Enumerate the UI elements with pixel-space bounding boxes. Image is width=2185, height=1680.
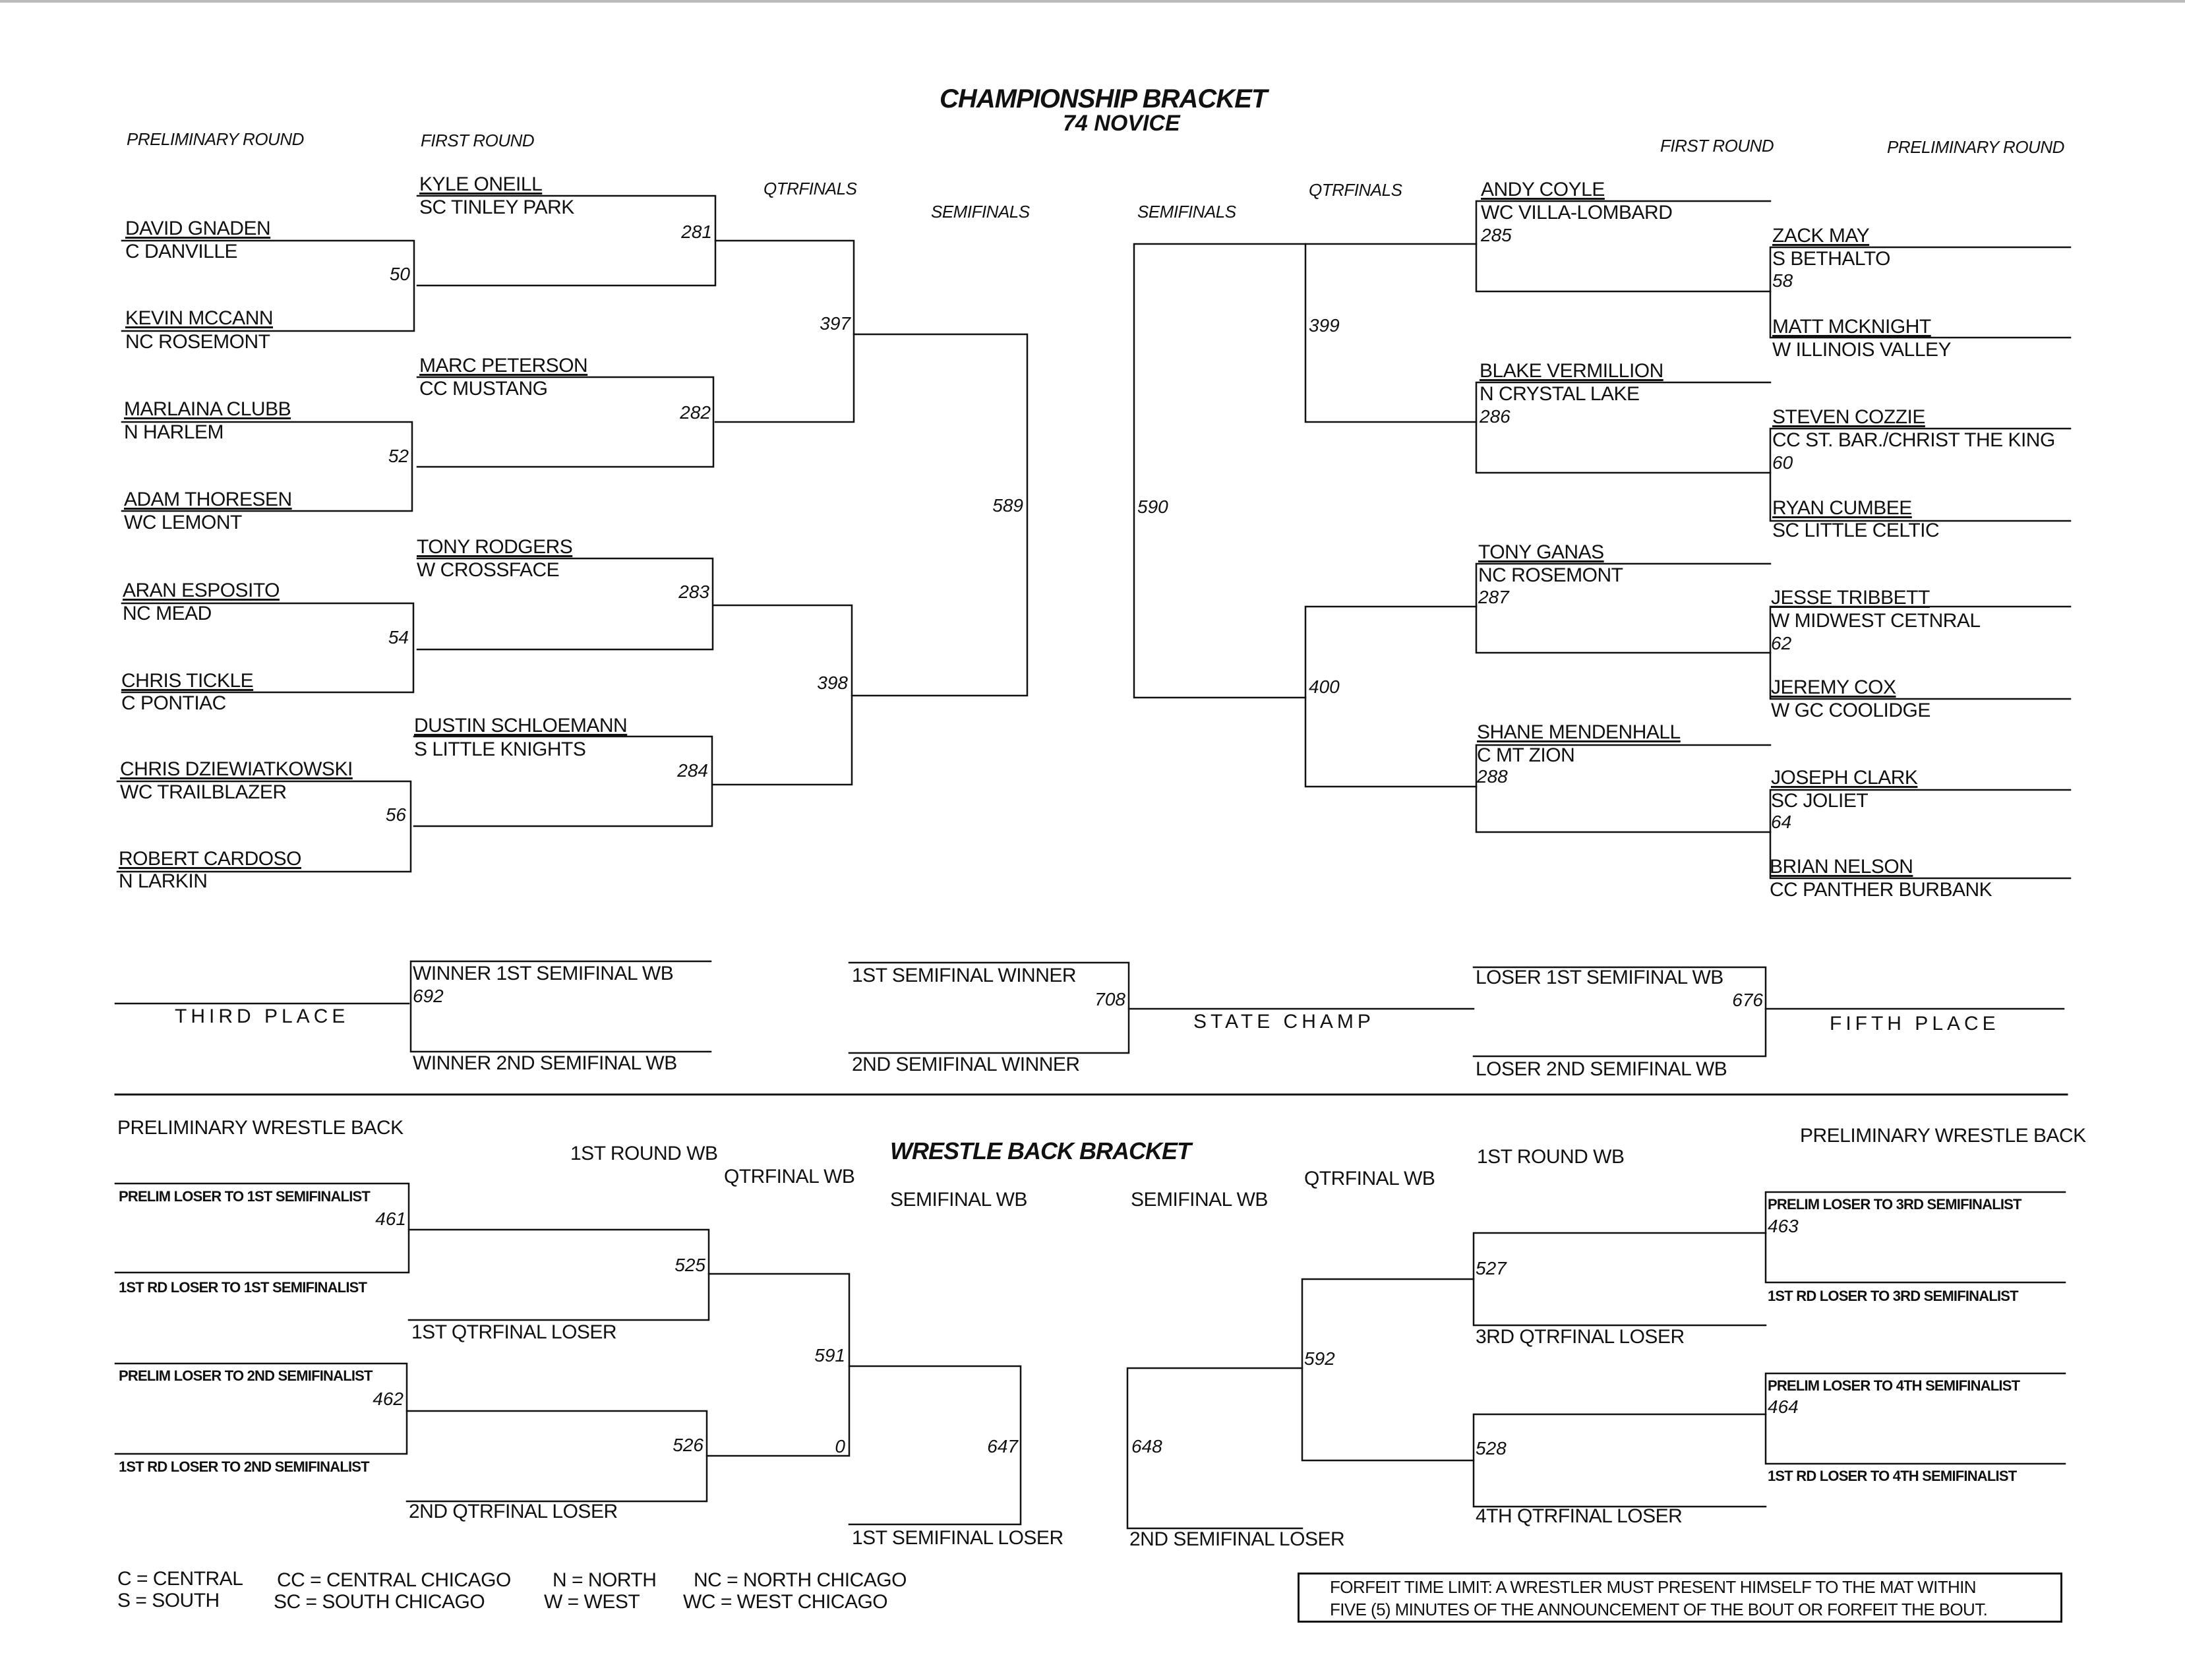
wb-prelim-slot: PRELIM LOSER TO 3RD SEMIFINALIST [1768,1196,2021,1213]
wb-prelim-slot: PRELIM LOSER TO 2ND SEMIFINALIST [119,1367,373,1384]
bout-number: 464 [1768,1396,1799,1417]
wrestler-name: JESSE TRIBBETT [1771,587,1930,609]
third-place-label: THIRD PLACE [175,1005,349,1027]
wrestler-name: ROBERT CARDOSO [119,848,301,870]
wrestler-name: MARLAINA CLUBB [124,398,291,420]
bout-number: 288 [1477,766,1508,787]
wrestler-name: ARAN ESPOSITO [123,580,280,601]
bout-number: 527 [1476,1258,1507,1278]
wrestler-school: CC PANTHER BURBANK [1770,879,1992,901]
wrestler-name: STEVEN COZZIE [1772,406,1925,428]
bout-number: 60 [1772,452,1793,473]
legend-west-chicago: WC = WEST CHICAGO [683,1591,888,1613]
bout-number: 462 [373,1389,404,1409]
left-prelim-wb-heading: PRELIMINARY WRESTLE BACK [117,1117,404,1139]
bout-number: 528 [1476,1438,1507,1458]
third-place-top-slot: WINNER 1ST SEMIFINAL WB [413,963,674,984]
bout-number: 58 [1772,270,1793,291]
wrestler-school: SC JOLIET [1771,790,1869,812]
fifth-place-bottom-slot: LOSER 2ND SEMIFINAL WB [1476,1058,1727,1080]
wb-first-round-slot: 1ST RD LOSER TO 1ST SEMIFINALIST [119,1279,367,1296]
wrestler-school: NC ROSEMONT [1478,564,1623,586]
right-prelim-round-heading: PRELIMINARY ROUND [1887,137,2064,157]
legend-south: S = SOUTH [117,1590,220,1611]
wrestler-school: C PONTIAC [121,692,226,714]
bout-number: 64 [1771,812,1792,832]
wb-first-round-slot: 1ST RD LOSER TO 3RD SEMIFINALIST [1768,1288,2018,1304]
wrestler-name: BRIAN NELSON [1770,856,1913,878]
wrestler-school: N CRYSTAL LAKE [1480,383,1640,405]
wrestler-school: SC TINLEY PARK [419,196,574,218]
wrestler-school: S BETHALTO [1772,248,1890,270]
bout-number: 398 [817,673,848,693]
wb-qtr-loser-slot: 1ST QTRFINAL LOSER [411,1321,617,1343]
wb-first-round-slot: 1ST RD LOSER TO 4TH SEMIFINALIST [1768,1468,2017,1484]
bout-number: 50 [389,264,410,284]
wrestler-school: SC LITTLE CELTIC [1772,520,1940,541]
wrestler-school: S LITTLE KNIGHTS [414,738,586,760]
wb-prelim-slot: PRELIM LOSER TO 1ST SEMIFINALIST [119,1188,371,1205]
legend-central: C = CENTRAL [117,1568,243,1590]
wrestler-name: JOSEPH CLARK [1771,767,1918,789]
bout-number: 708 [1094,989,1125,1009]
right-qtrfinals-heading: QTRFINALS [1309,180,1402,200]
bout-number: 648 [1131,1436,1162,1456]
legend-north-chicago: NC = NORTH CHICAGO [694,1569,907,1591]
bout-number: 52 [388,446,409,466]
wrestler-name: TONY RODGERS [417,536,573,558]
left-prelim-round-heading: PRELIMINARY ROUND [127,129,304,149]
legend-north: N = NORTH [553,1569,657,1591]
right-semifinals-heading: SEMIFINALS [1137,202,1236,222]
bout-number: 284 [677,760,708,781]
left-qtrfinals-heading: QTRFINALS [763,179,857,198]
fifth-place-label: FIFTH PLACE [1830,1013,2000,1035]
wrestler-name: MATT MCKNIGHT [1772,316,1931,338]
right-prelim-wb-heading: PRELIMINARY WRESTLE BACK [1800,1125,2086,1147]
bout-number: 590 [1137,496,1168,517]
left-semifinal-wb-heading: SEMIFINAL WB [890,1189,1027,1211]
wrestler-name: RYAN CUMBEE [1772,497,1912,519]
right-semifinal-wb-heading: SEMIFINAL WB [1131,1189,1268,1211]
bout-number: 647 [987,1436,1018,1456]
wrestler-school: WC TRAILBLAZER [120,781,287,803]
wrestler-school: NC ROSEMONT [125,331,270,353]
bout-number: 463 [1768,1216,1799,1236]
wrestler-name: DUSTIN SCHLOEMANN [414,715,628,736]
bout-number: 676 [1732,990,1763,1010]
forfeit-line-1: FORFEIT TIME LIMIT: A WRESTLER MUST PRESENT HIMSELF TO THE MAT WITHIN [1330,1577,1976,1597]
left-first-round-wb-heading: 1ST ROUND WB [570,1143,718,1164]
wrestler-school: W CROSSFACE [417,559,560,581]
wrestler-school: W GC COOLIDGE [1771,700,1931,721]
right-first-round-wb-heading: 1ST ROUND WB [1477,1146,1625,1168]
wb-qtr-loser-slot: 4TH QTRFINAL LOSER [1476,1505,1683,1527]
final-bottom-slot: 2ND SEMIFINAL WINNER [852,1054,1080,1075]
wrestler-name: BLAKE VERMILLION [1480,360,1663,382]
state-champ-label: STATE CHAMP [1193,1011,1375,1033]
bout-number: 525 [674,1255,705,1275]
bout-number: 287 [1478,587,1509,607]
wb-qtr-loser-slot: 3RD QTRFINAL LOSER [1476,1326,1685,1348]
page-title: CHAMPIONSHIP BRACKET [940,84,1267,113]
wrestler-school: CC ST. BAR./CHRIST THE KING [1772,429,2055,451]
fifth-place-top-slot: LOSER 1ST SEMIFINAL WB [1476,967,1723,988]
final-top-slot: 1ST SEMIFINAL WINNER [852,965,1077,986]
bout-number: 591 [814,1345,845,1365]
wb-semi-loser-slot: 1ST SEMIFINAL LOSER [852,1527,1063,1549]
bout-number: 592 [1304,1348,1335,1369]
wrestler-school: N LARKIN [119,870,208,892]
third-place-bottom-slot: WINNER 2ND SEMIFINAL WB [413,1052,677,1074]
bout-number: 285 [1481,225,1512,245]
bout-number: 461 [375,1209,406,1229]
right-qtrfinal-wb-heading: QTRFINAL WB [1304,1168,1435,1189]
wb-first-round-slot: 1ST RD LOSER TO 2ND SEMIFINALIST [119,1458,369,1475]
wrestle-back-title: WRESTLE BACK BRACKET [890,1137,1191,1164]
wb-qtr-loser-slot: 2ND QTRFINAL LOSER [409,1501,618,1522]
left-first-round-heading: FIRST ROUND [421,131,535,150]
wb-semi-loser-slot: 2ND SEMIFINAL LOSER [1129,1528,1345,1550]
bout-number: 399 [1309,315,1340,336]
left-qtrfinal-wb-heading: QTRFINAL WB [724,1166,855,1187]
legend-south-chicago: SC = SOUTH CHICAGO [274,1591,485,1613]
bout-number: 0 [835,1436,845,1456]
wrestler-school: WC VILLA-LOMBARD [1481,202,1673,224]
legend-west: W = WEST [544,1591,640,1613]
page-subtitle: 74 NOVICE [1063,111,1180,136]
wrestler-school: W ILLINOIS VALLEY [1772,339,1952,361]
forfeit-notice [1298,1573,2062,1623]
wrestler-school: C DANVILLE [125,241,238,262]
left-semifinals-heading: SEMIFINALS [931,202,1030,222]
wrestler-name: DAVID GNADEN [125,218,271,239]
wrestler-name: ZACK MAY [1772,225,1870,247]
bout-number: 281 [681,222,712,242]
bout-number: 400 [1309,676,1340,697]
wrestler-name: KEVIN MCCANN [125,307,274,329]
wrestler-school: NC MEAD [123,603,212,624]
wrestler-name: ANDY COYLE [1481,179,1605,200]
wrestler-school: CC MUSTANG [419,378,548,400]
wrestler-name: TONY GANAS [1478,541,1604,563]
wrestler-name: ADAM THORESEN [124,489,292,510]
wrestler-school: W MIDWEST CETNRAL [1771,610,1981,632]
wb-prelim-slot: PRELIM LOSER TO 4TH SEMIFINALIST [1768,1377,2020,1394]
bout-number: 62 [1771,633,1792,653]
wrestler-name: CHRIS TICKLE [121,670,254,692]
bout-number: 692 [413,986,444,1006]
forfeit-line-2: FIVE (5) MINUTES OF THE ANNOUNCEMENT OF THE BOUT OR FORFEIT THE BOUT. [1330,1600,1988,1619]
right-first-round-heading: FIRST ROUND [1660,136,1774,156]
bout-number: 589 [992,495,1023,516]
wrestler-school: WC LEMONT [124,512,242,533]
wrestler-name: MARC PETERSON [419,355,588,376]
wrestler-name: CHRIS DZIEWIATKOWSKI [120,758,353,780]
wrestler-name: JEREMY COX [1771,676,1896,698]
legend-central-chicago: CC = CENTRAL CHICAGO [277,1569,511,1591]
wrestler-school: C MT ZION [1477,744,1575,766]
bout-number: 282 [680,402,711,423]
bout-number: 54 [388,627,409,647]
bout-number: 286 [1480,406,1511,427]
bout-number: 397 [820,313,851,334]
bout-number: 526 [673,1435,703,1455]
bout-number: 283 [678,582,709,602]
bout-number: 56 [385,804,406,825]
wrestler-name: SHANE MENDENHALL [1477,721,1681,743]
wrestler-name: KYLE ONEILL [419,173,543,195]
wrestler-school: N HARLEM [124,421,224,443]
